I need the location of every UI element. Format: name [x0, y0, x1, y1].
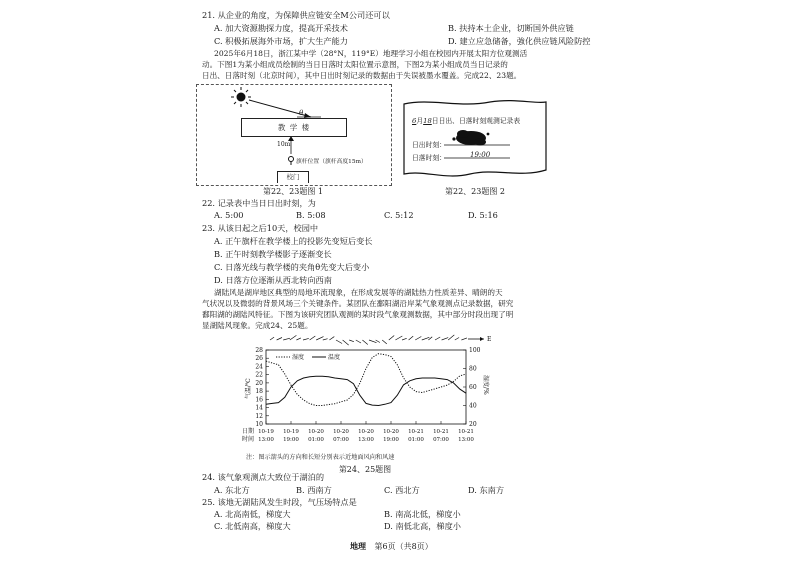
wind-arrow [356, 340, 361, 343]
wind-arrow [448, 335, 454, 340]
teaching-building: 教 学 楼 [241, 118, 347, 137]
q24-option-a: A. 东北方 [214, 485, 250, 495]
q25-option-d: D. 南低北高，梯度小 [384, 521, 461, 531]
sunset-value: 19:00 [470, 151, 491, 159]
wind-arrow [316, 337, 323, 340]
figure-1-frame [196, 84, 392, 186]
q23-option-a: A. 正午旗杆在教学楼上的投影先变短后变长 [214, 236, 373, 246]
q25-stem: 25. 该地无湖陆风发生时段，气压场特点是 [202, 497, 357, 507]
q23-option-c: C. 日落光线与教学楼的夹角θ先变大后变小 [214, 262, 370, 272]
figure-2-caption: 第22、23题图 2 [445, 187, 505, 196]
x-tick-label-date: 10-20 [308, 429, 324, 435]
wind-arrow [395, 336, 402, 340]
left-axis-label: 气温/℃ [245, 378, 252, 399]
x-row2-label: 时间 [242, 436, 255, 443]
q22-option-a: A. 5:00 [214, 210, 244, 220]
x-tick-label-date: 10-20 [383, 429, 399, 435]
angle-theta-label: θ [299, 109, 304, 117]
wind-arrow [310, 336, 316, 340]
left-tick-label: 28 [255, 347, 263, 354]
legend-label-humidity: 湿度 [292, 354, 305, 361]
q24-stem: 24. 该气象观测点大致位于湖泊的 [202, 472, 325, 482]
q22-option-b: B. 5:08 [296, 210, 326, 220]
wind-legend-arrowhead [480, 337, 484, 341]
intro2-line-2: 气状况以及微弱的背景风场三个关键条件。某团队在鄱阳湖沿岸某气象观测点记录数据，研究 [202, 299, 514, 308]
left-tick-label: 16 [255, 396, 263, 404]
right-axis-label: 湿度/% [482, 375, 489, 395]
x-row1-label: 日期 [242, 428, 255, 435]
q24-option-d: D. 东南方 [468, 485, 505, 495]
record-card-header: 6月18日日出、日落时刻观测记录表 [412, 117, 521, 125]
wind-arrow [382, 340, 387, 344]
q23-option-d: D. 日落方位逐渐从西北转向西南 [214, 275, 332, 285]
q22-stem: 22. 记录表中当日日出时刻，为 [202, 198, 316, 208]
legend-label-temperature: 温度 [328, 354, 341, 361]
wind-arrow [461, 338, 467, 340]
sun-icon [231, 87, 251, 107]
distance-label: 10m [277, 141, 291, 148]
lake-breeze-chart [236, 330, 506, 460]
q21-stem: 21. 从企业的角度，为保障供应链安全M公司还可以 [202, 10, 390, 20]
left-tick-label: 12 [255, 412, 263, 420]
right-tick-label: 100 [469, 347, 481, 354]
intro1-line-1: 2025年6月18日，浙江某中学（28°N，119°E）地理学习小组在校园内开展太阳方位观测活 [214, 49, 528, 58]
left-tick-label: 20 [255, 379, 263, 387]
flagpole-label: 旗杆位置（旗杆高度15m） [296, 159, 367, 165]
x-tick-label-time: 07:00 [433, 437, 449, 443]
q24-option-c: C. 西北方 [384, 485, 420, 495]
x-tick-label-time: 13:00 [258, 437, 274, 443]
wind-arrow [277, 338, 282, 341]
x-tick-label-date: 10-20 [358, 429, 374, 435]
wind-arrow [389, 336, 394, 341]
q25-option-c: C. 北低南高，梯度大 [214, 521, 291, 531]
footer-subject: 地理 [350, 541, 366, 551]
left-tick-label: 26 [255, 355, 263, 363]
q23-option-b: B. 正午时刻教学楼影子逐渐变长 [214, 249, 332, 259]
x-tick-label-date: 10-21 [408, 429, 424, 435]
right-tick-label: 60 [469, 384, 477, 391]
intro2-line-3: 鄱阳湖的湖陆风特征。下图为该研究团队观测的某时段气象观测数据，其中部分时段出现了明 [202, 310, 514, 319]
x-tick-label-time: 01:00 [308, 437, 324, 443]
wind-arrow [376, 340, 380, 343]
left-tick-label: 14 [255, 404, 263, 412]
q21-option-c: C. 积极拓展海外市场，扩大生产能力 [214, 36, 348, 46]
q23-stem: 23. 从该日起之后10天，校园中 [202, 223, 319, 233]
intro1-line-2: 动。下图1为某小组成员绘制的当日日落时太阳位置示意图，下图2为某小组成员当日记录的 [202, 60, 508, 69]
chart-caption: 第24、25题图 [338, 465, 392, 474]
sunset-label: 日落时刻： [412, 154, 446, 162]
x-tick-label-date: 10-21 [458, 429, 474, 435]
q21-option-b: B. 扶持本土企业，切断国外供应链 [448, 23, 574, 33]
wind-arrow [349, 340, 354, 342]
q21-option-a: A. 加大资源勘探力度，提高开采技术 [214, 23, 348, 33]
q21-option-d: D. 建立应急储备，強化供应链风险防控 [448, 36, 591, 46]
wind-arrow [290, 335, 297, 340]
sunrise-label: 日出时刻： [412, 141, 446, 149]
wind-arrow [435, 337, 440, 340]
intro2-line-1: 湖陆风是湖岸地区典型的局地环流现象，在形成发展等的湖陆热力性质差异、晴朗的天 [214, 288, 503, 297]
wind-arrow [323, 339, 328, 340]
x-tick-label-time: 13:00 [458, 437, 474, 443]
left-tick-label: 18 [255, 388, 263, 396]
page-footer [350, 541, 433, 552]
wind-arrow [442, 338, 449, 340]
wind-arrow [402, 338, 407, 340]
wind-arrow [415, 337, 421, 341]
q22-option-c: C. 5:12 [384, 210, 414, 220]
wind-arrow [362, 340, 367, 345]
wind-arrow [296, 338, 301, 340]
q25-option-a: A. 北高南低，梯度大 [214, 509, 291, 519]
chart-note: 注：图示箭头的方向和长短分别表示近地面风向和风速 [246, 454, 395, 461]
right-tick-label: 20 [469, 421, 477, 428]
x-tick-label-time: 01:00 [408, 437, 424, 443]
left-tick-label: 10 [255, 421, 263, 428]
flagpole-marker [289, 157, 294, 162]
wind-arrow [329, 337, 334, 340]
x-tick-label-time: 19:00 [383, 437, 399, 443]
figure-1-caption: 第22、23题图 1 [263, 187, 323, 196]
x-tick-label-time: 19:00 [283, 437, 299, 443]
intro1-line-3: 日出、日落时刻（北京时间），其中日出时刻记录的数据由于失误被墨水覆盖。完成22、23题。 [202, 71, 522, 80]
series-line-湿度 [266, 354, 466, 406]
wind-arrow [455, 338, 459, 341]
wind-legend-label: E [487, 336, 492, 343]
x-tick-label-date: 10-20 [333, 429, 349, 435]
right-tick-label: 40 [469, 402, 477, 410]
wind-arrow [422, 337, 430, 340]
q22-option-d: D. 5:16 [468, 210, 498, 220]
x-tick-label-time: 07:00 [333, 437, 349, 443]
right-tick-label: 80 [469, 365, 477, 373]
x-tick-label-date: 10-21 [433, 429, 449, 435]
wind-arrow [303, 338, 309, 340]
intro2-line-4: 显湖陆风现象。完成24、25题。 [202, 321, 313, 330]
footer-page: 第6页（共8页） [374, 542, 433, 551]
left-tick-label: 24 [255, 363, 263, 371]
wind-arrow [369, 340, 377, 343]
x-tick-label-date: 10-19 [258, 429, 274, 435]
left-tick-label: 22 [255, 371, 263, 379]
plot-frame [266, 350, 466, 424]
q24-option-b: B. 西南方 [296, 485, 332, 495]
wind-arrow [343, 340, 349, 345]
figure-2-record-card [400, 98, 550, 180]
wind-arrow [409, 336, 414, 340]
q25-option-b: B. 南高北低，梯度小 [384, 509, 461, 519]
series-line-温度 [266, 376, 466, 405]
x-tick-label-date: 10-19 [283, 429, 299, 435]
x-tick-label-time: 13:00 [358, 437, 374, 443]
school-gate: 校门 [277, 171, 309, 183]
wind-arrow [283, 338, 290, 340]
wind-arrow [270, 337, 274, 340]
wind-arrow [336, 340, 342, 344]
